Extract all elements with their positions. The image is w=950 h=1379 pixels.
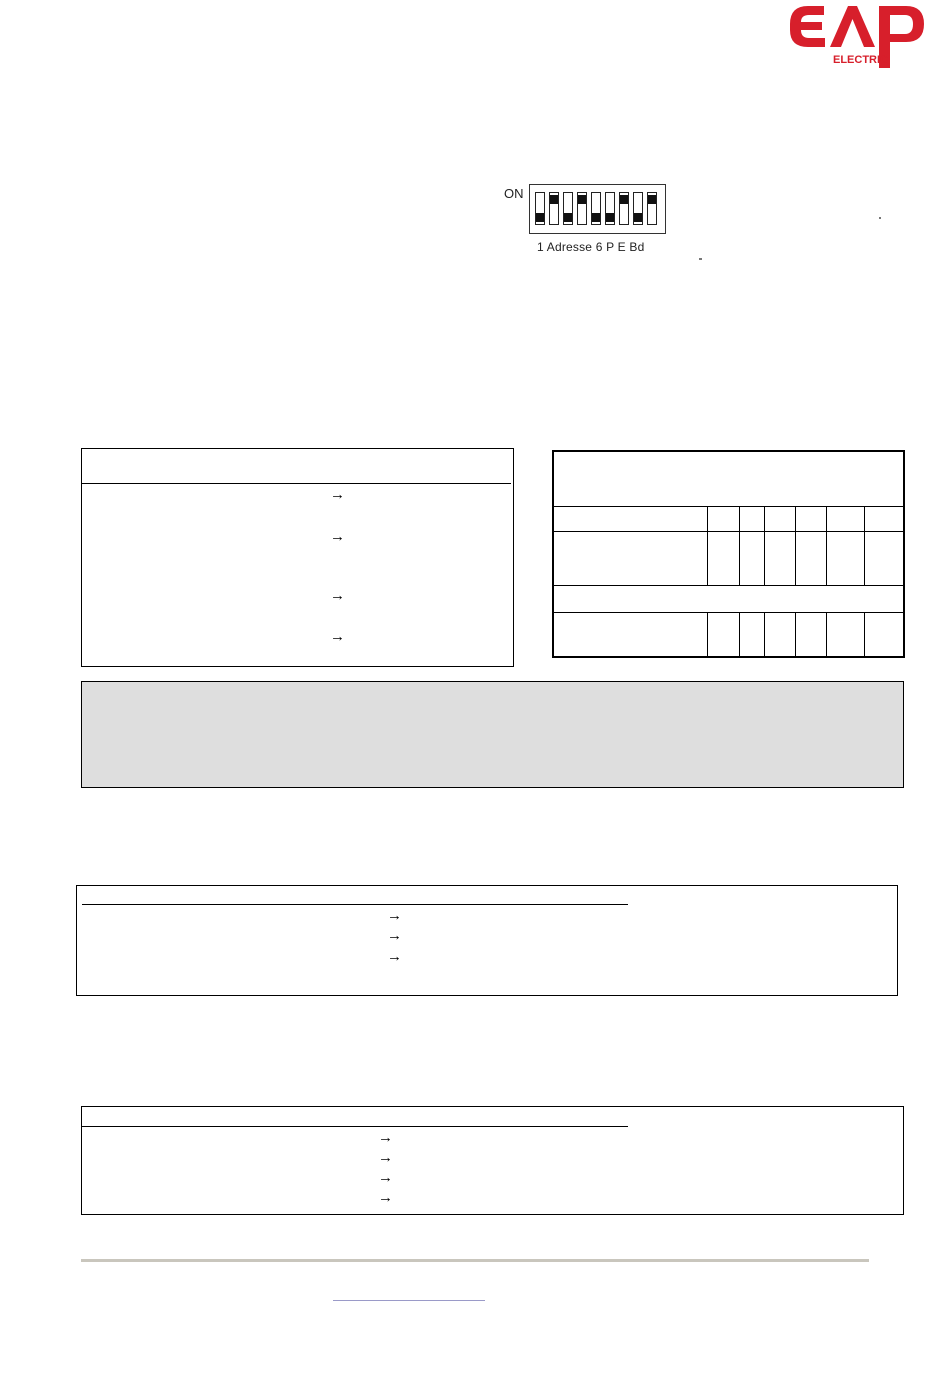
arrow-icon: → xyxy=(330,486,345,503)
arrow-list-box-2 xyxy=(76,885,898,996)
arrow-icon: → xyxy=(378,1169,393,1186)
dip-switch-knob xyxy=(536,213,544,222)
table-col-line xyxy=(764,506,765,586)
dip-switch-knob xyxy=(648,195,656,204)
arrow-list-box-3 xyxy=(81,1106,904,1215)
arrow-icon: → xyxy=(387,907,402,924)
arrow-icon: → xyxy=(330,528,345,545)
arrow-icon: → xyxy=(330,628,345,645)
dip-switch-knob xyxy=(564,213,572,222)
table-col-line xyxy=(739,506,740,586)
scan-speck xyxy=(699,258,702,260)
dip-switch-7 xyxy=(619,192,629,225)
settings-grid-table xyxy=(552,450,905,658)
arrow-icon: → xyxy=(387,948,402,965)
scan-speck xyxy=(879,217,881,219)
table-col-line xyxy=(764,612,765,656)
arrow-icon: → xyxy=(378,1149,393,1166)
dip-switch-knob xyxy=(550,195,558,204)
dip-switch-3 xyxy=(563,192,573,225)
header-rule xyxy=(82,904,628,905)
arrow-icon: → xyxy=(387,927,402,944)
arrow-icon: → xyxy=(378,1129,393,1146)
dip-on-label: ON xyxy=(504,186,524,201)
table-col-line xyxy=(826,612,827,656)
dip-switch-4 xyxy=(577,192,587,225)
table-col-line xyxy=(739,612,740,656)
table-rule xyxy=(554,506,903,507)
dip-switch-5 xyxy=(591,192,601,225)
footer-link-underline[interactable] xyxy=(333,1300,485,1301)
dip-switch-knob xyxy=(578,195,586,204)
table-col-line xyxy=(707,612,708,656)
arrow-icon: → xyxy=(378,1189,393,1206)
logo-subtitle: ELECTRIC xyxy=(833,54,888,66)
table-col-line xyxy=(795,612,796,656)
arrow-icon: → xyxy=(330,587,345,604)
dip-switch-knob xyxy=(620,195,628,204)
dip-switch-2 xyxy=(549,192,559,225)
dip-switch-6 xyxy=(605,192,615,225)
header-rule xyxy=(82,483,511,484)
dip-switch-8 xyxy=(633,192,643,225)
dip-switch-block xyxy=(529,184,666,234)
dip-switch-knob xyxy=(634,213,642,222)
dip-switch-9 xyxy=(647,192,657,225)
dip-switch-knob xyxy=(592,213,600,222)
note-panel xyxy=(81,681,904,788)
table-rule xyxy=(554,585,903,586)
table-col-line xyxy=(826,506,827,586)
arrow-list-box-1 xyxy=(81,448,514,667)
table-col-line xyxy=(707,506,708,586)
dip-switch-1 xyxy=(535,192,545,225)
table-rule xyxy=(554,612,903,613)
table-col-line xyxy=(795,506,796,586)
eap-electric-logo xyxy=(782,0,932,76)
dip-caption: 1 Adresse 6 P E Bd xyxy=(537,240,645,254)
dip-switch-knob xyxy=(606,213,614,222)
table-rule xyxy=(554,531,903,532)
footer-rule xyxy=(81,1259,869,1262)
table-col-line xyxy=(864,612,865,656)
table-col-line xyxy=(864,506,865,586)
header-rule xyxy=(82,1126,628,1127)
